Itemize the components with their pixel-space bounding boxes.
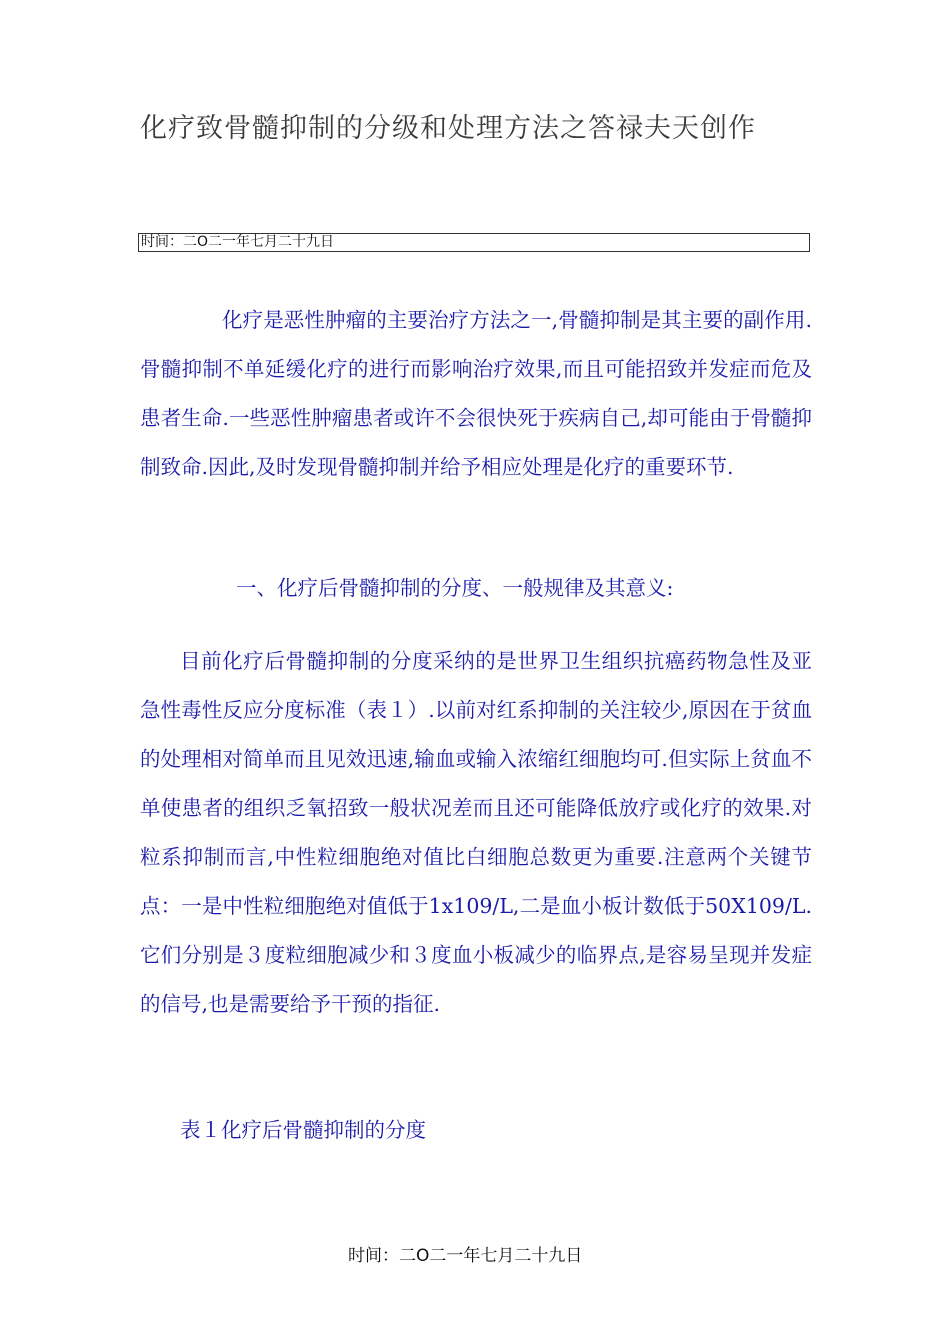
section-heading: 一、化疗后骨髓抑制的分度、一般规律及其意义: xyxy=(236,576,674,600)
header-date-box: 时间：二O二一年七月二十九日 xyxy=(138,233,810,252)
paragraph-grading: 目前化疗后骨髓抑制的分度采纳的是世界卫生组织抗癌药物急性及亚急性毒性反应分度标准（表１）.以前对红系抑制的关注较少,原因在于贫血的处理相对简单而且见效迅速,输血或输入浓缩红细胞均可.但实际上贫血不单使患者的组织乏氧招致一般状况差而且还可能降低放疗或化疗的效果.对粒系抑制而言,中性粒细胞绝对值比白细胞总数更为重要.注意两个关键节点：一是中性粒细胞绝对值低于1x109/L,二是血小板计数低于50X109/L.它们分别是３度粒细胞减少和３度血小板减少的临界点,是容易呈现并发症的信号,也是需要给予干预的指征. xyxy=(140,649,812,1016)
document-title: 化疗致骨髓抑制的分级和处理方法之答禄夫天创作 xyxy=(140,113,756,144)
table-caption: 表１化疗后骨髓抑制的分度 xyxy=(180,1118,426,1142)
paragraph-intro: 化疗是恶性肿瘤的主要治疗方法之一,骨髓抑制是其主要的副作用.骨髓抑制不单延缓化疗的进行而影响治疗效果,而且可能招致并发症而危及患者生命.一些恶性肿瘤患者或许不会很快死于疾病自己,却可能由于骨髓抑制致命.因此,及时发现骨髓抑制并给予相应处理是化疗的重要环节. xyxy=(140,308,812,479)
footer-date: 时间：二O二一年七月二十九日 xyxy=(348,1246,583,1266)
